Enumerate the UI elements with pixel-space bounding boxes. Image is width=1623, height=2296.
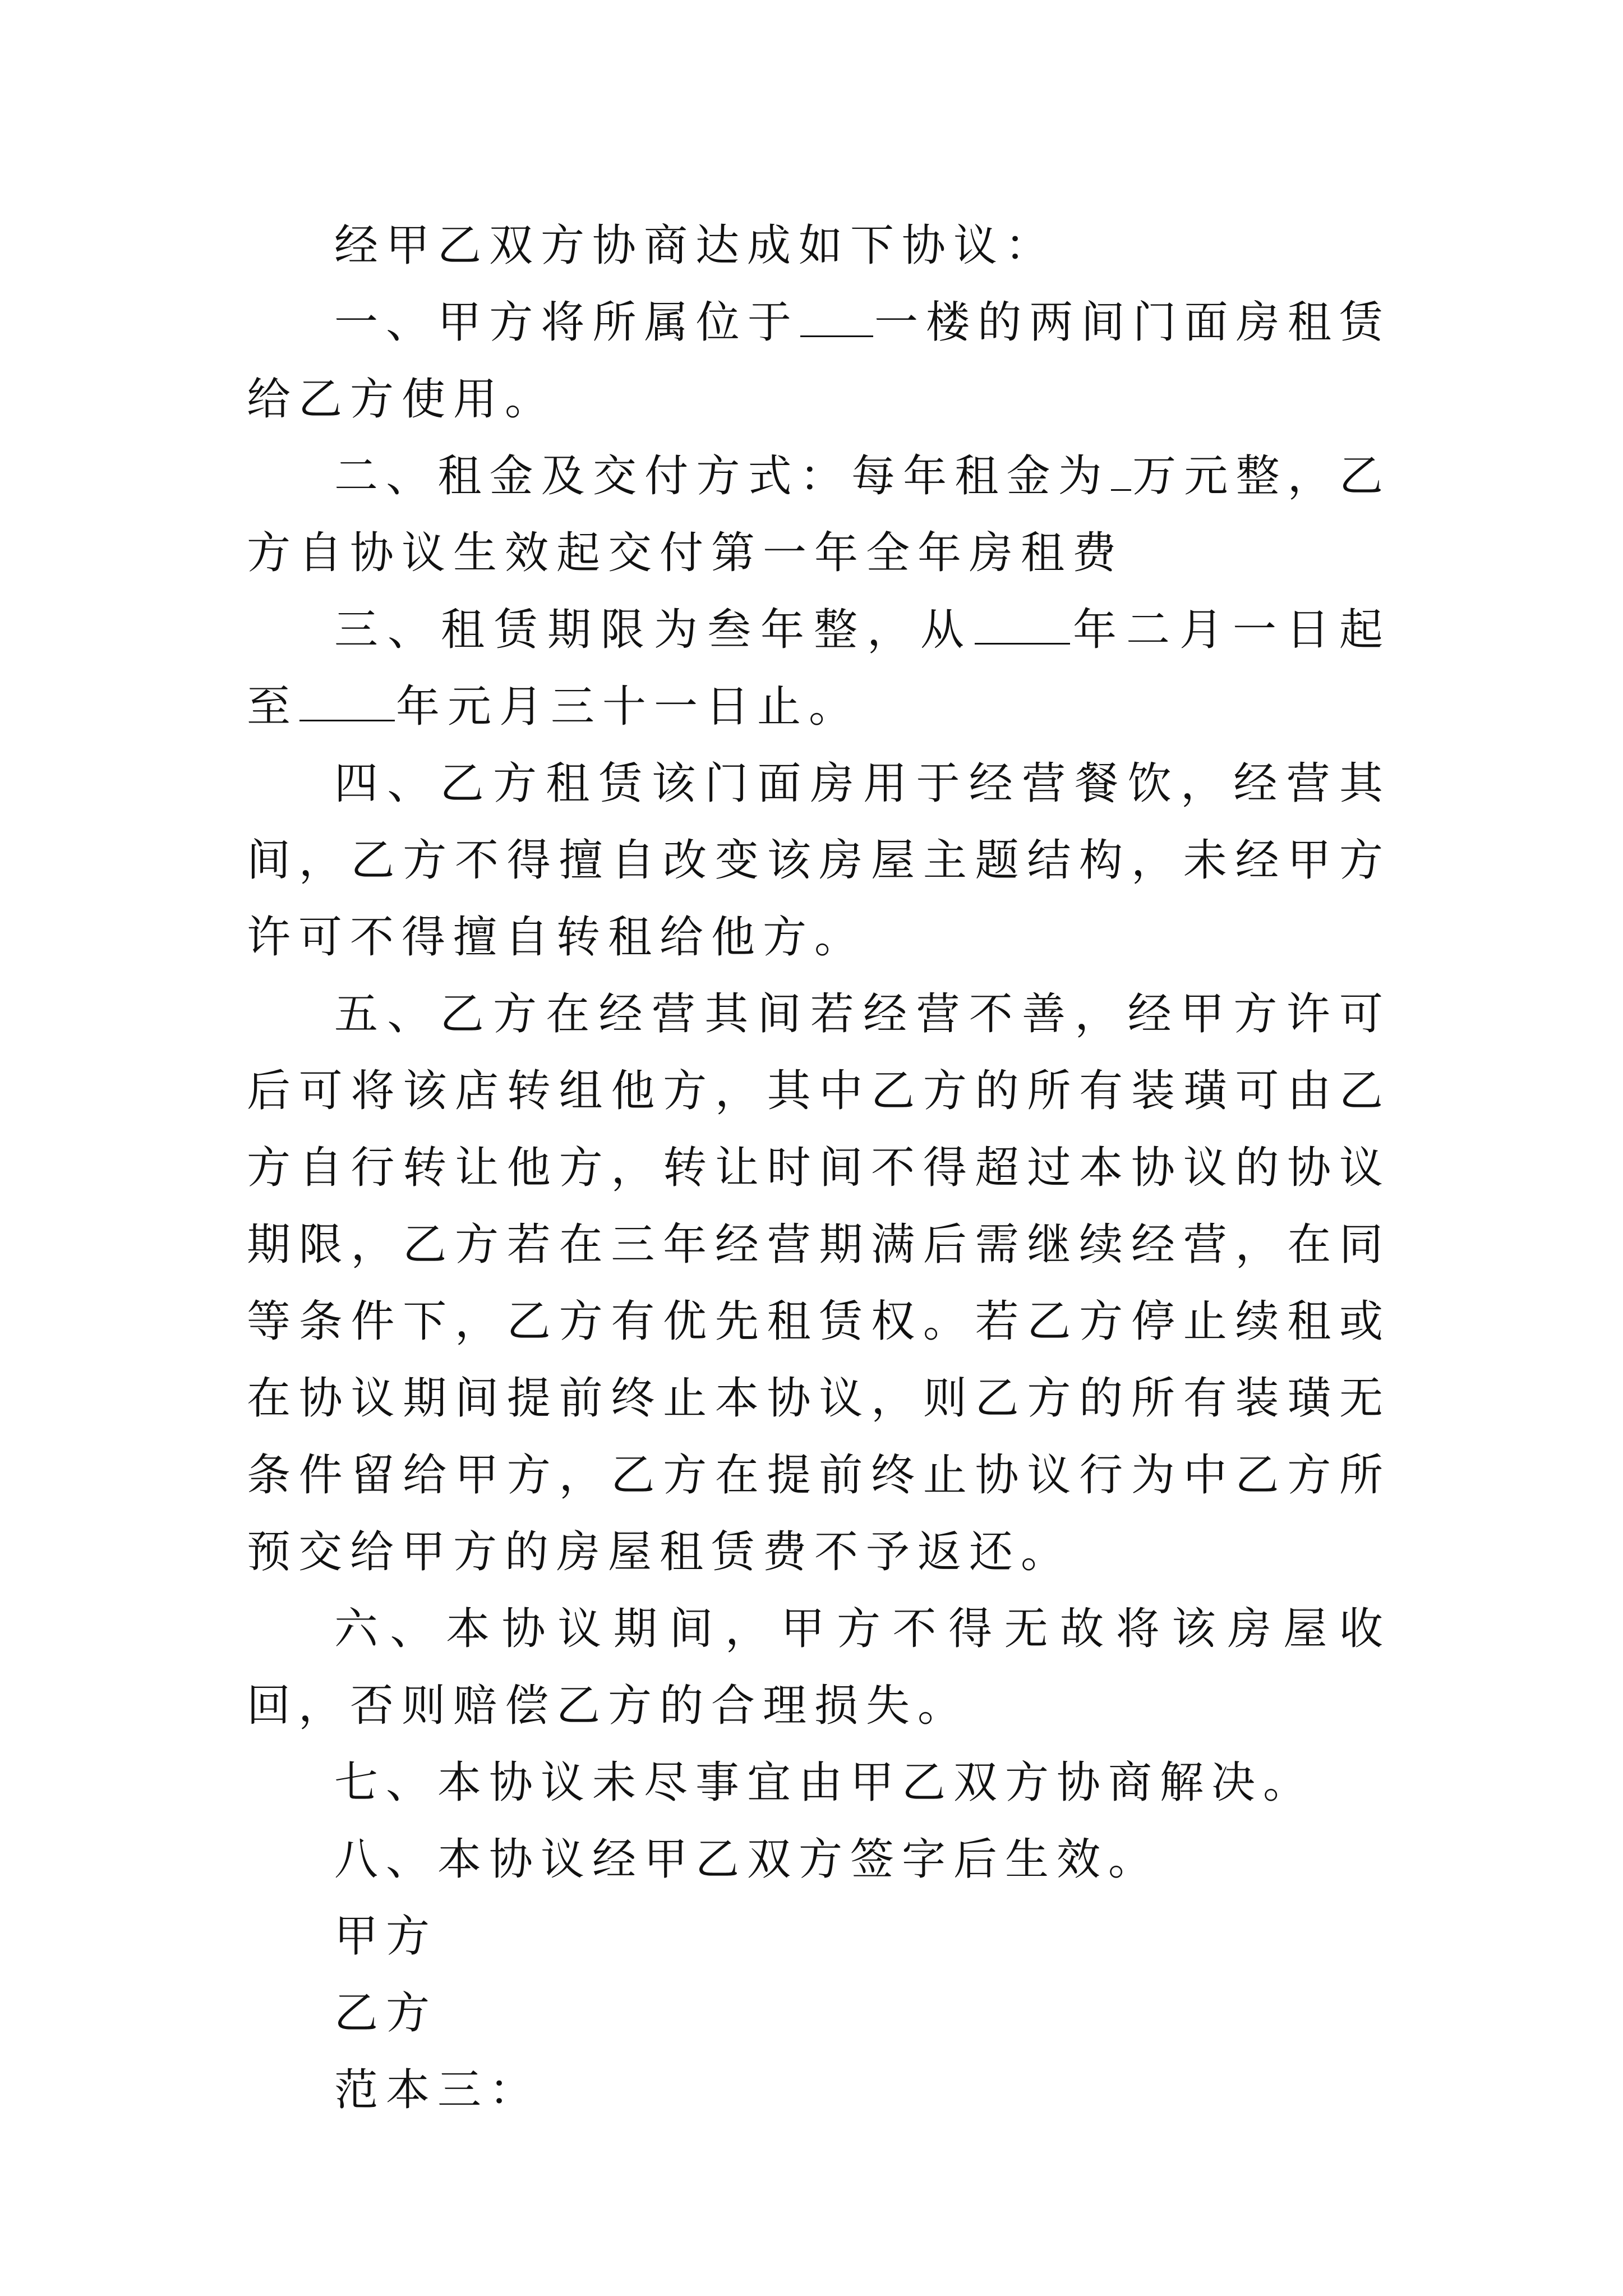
party-b-signature-label: 乙方: [334, 1988, 438, 2039]
clause-1-text-after: 一楼的两间门面房租赁给乙方使用。: [247, 297, 1391, 425]
clause-3-text-before: 三、租赁期限为叁年整，从: [334, 605, 974, 655]
template-heading: 范本三：: [334, 2065, 541, 2115]
clause-3-text-middle: 年二月一日起至: [247, 605, 1391, 732]
clause-2: [247, 438, 1391, 592]
clause-3-text-after: 年元月三十一日止。: [396, 682, 861, 732]
start-year-blank: [975, 609, 1070, 645]
end-year-blank: [299, 686, 395, 721]
clause-1: [247, 284, 1391, 438]
location-blank: [800, 302, 873, 337]
clause-1-text-before: 一、甲方将所属位于: [334, 297, 799, 348]
clause-3: [247, 592, 1391, 746]
clause-8: 八、本协议经甲乙双方签字后生效。: [334, 1834, 1160, 1885]
clause-2-text-before: 二、租金及交付方式：每年租金为: [334, 451, 1110, 501]
clause-6: 六、本协议期间，甲方不得无故将该房屋收回，否则赔偿乙方的合理损失。: [247, 1604, 1391, 1731]
clause-7: 七、本协议未尽事宜由甲乙双方协商解决。: [334, 1757, 1315, 1808]
clause-2-text-after: 万元整，乙方自协议生效起交付第一年全年房租费: [247, 451, 1391, 578]
party-a-signature-label: 甲方: [334, 1911, 438, 1962]
document-page: [247, 208, 1391, 2129]
clause-4: 四、乙方租赁该门面房用于经营餐饮，经营其间，乙方不得擅自改变该房屋主题结构，未经甲方许可不得擅自转租给他方。: [247, 758, 1391, 963]
rent-amount-blank: [1111, 455, 1131, 491]
clause-5: 五、乙方在经营其间若经营不善，经甲方许可后可将该店转组他方，其中乙方的所有装璜可由乙方自行转让他方，转让时间不得超过本协议的协议期限，乙方若在三年经营期满后需继续经营，在同等条件下，乙方有优先租赁权。若乙方停止续租或在协议期间提前终止本协议，则乙方的所有装璜无条件留给甲方，乙方在提前终止协议行为中乙方所预交给甲方的房屋租赁费不予返还。: [247, 989, 1391, 1577]
intro-paragraph: 经甲乙双方协商达成如下协议：: [334, 220, 1057, 271]
